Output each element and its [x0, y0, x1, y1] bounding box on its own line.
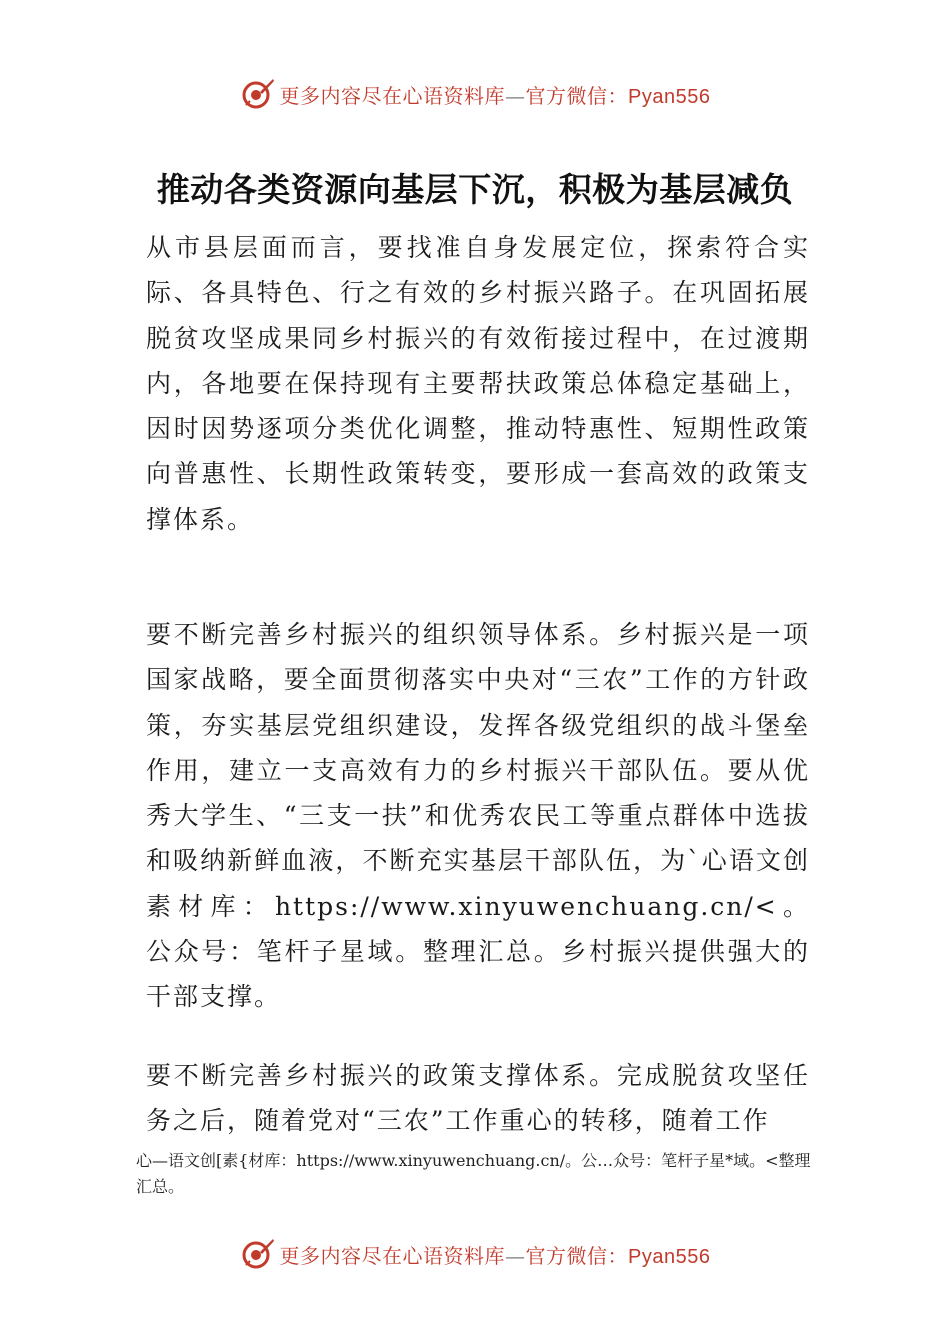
banner-text: [280, 1240, 711, 1269]
banner-separator: —: [505, 83, 526, 108]
banner-wechat-handle: Pyan556: [628, 1245, 711, 1268]
banner-wechat-handle: Pyan556: [628, 85, 711, 108]
footer-banner: [0, 1230, 950, 1278]
footnote: 心—语文创[素{材库：https://www.xinyuwenchuang.cn/。公…众号：笔杆子星*域。<整理汇总。: [136, 1151, 811, 1196]
page-title: 推动各类资源向基层下沉，积极为基层减负: [156, 170, 794, 209]
banner-official-label: 官方微信：: [525, 1243, 629, 1268]
paragraph-2: 要不断完善乡村振兴的组织领导体系。乡村振兴是一项国家战略，要全面贯彻落实中央对“三农”工作的方针政策，夯实基层党组织建设，发挥各级党组织的战斗堡垒作用，建立一支高效有力的乡村振兴干部队伍。要从优秀大学生、“三支一扶”和优秀农民工等重点群体中选拔和吸纳新鲜血液，不断充实基层干部队伍，为`心语文创素材库：https://www.xinyuwenchuang.cn/<。公众号：笔杆子星域。整理汇总。乡村振兴提供强大的干部支撑。: [146, 620, 810, 1012]
banner-text: [280, 80, 711, 109]
banner-library-text: 更多内容尽在心语资料库: [279, 1243, 506, 1268]
pen-circle-logo-icon: [240, 76, 276, 112]
pen-circle-logo-icon: [240, 1236, 276, 1272]
paragraph-3: 要不断完善乡村振兴的政策支撑体系。完成脱贫攻坚任务之后，随着党对“三农”工作重心的转移，随着工作: [146, 1061, 810, 1136]
banner-library-text: 更多内容尽在心语资料库: [279, 83, 506, 108]
header-banner: [0, 70, 950, 118]
paragraph-1: 从市县层面而言，要找准自身发展定位，探索符合实际、各具特色、行之有效的乡村振兴路子。在巩固拓展脱贫攻坚成果同乡村振兴的有效衔接过程中，在过渡期内，各地要在保持现有主要帮扶政策总体稳定基础上，因时因势逐项分类优化调整，推动特惠性、短期性政策向普惠性、长期性政策转变，要形成一套高效的政策支撑体系。: [146, 233, 810, 534]
banner-official-label: 官方微信：: [525, 83, 629, 108]
banner-separator: —: [505, 1243, 526, 1268]
